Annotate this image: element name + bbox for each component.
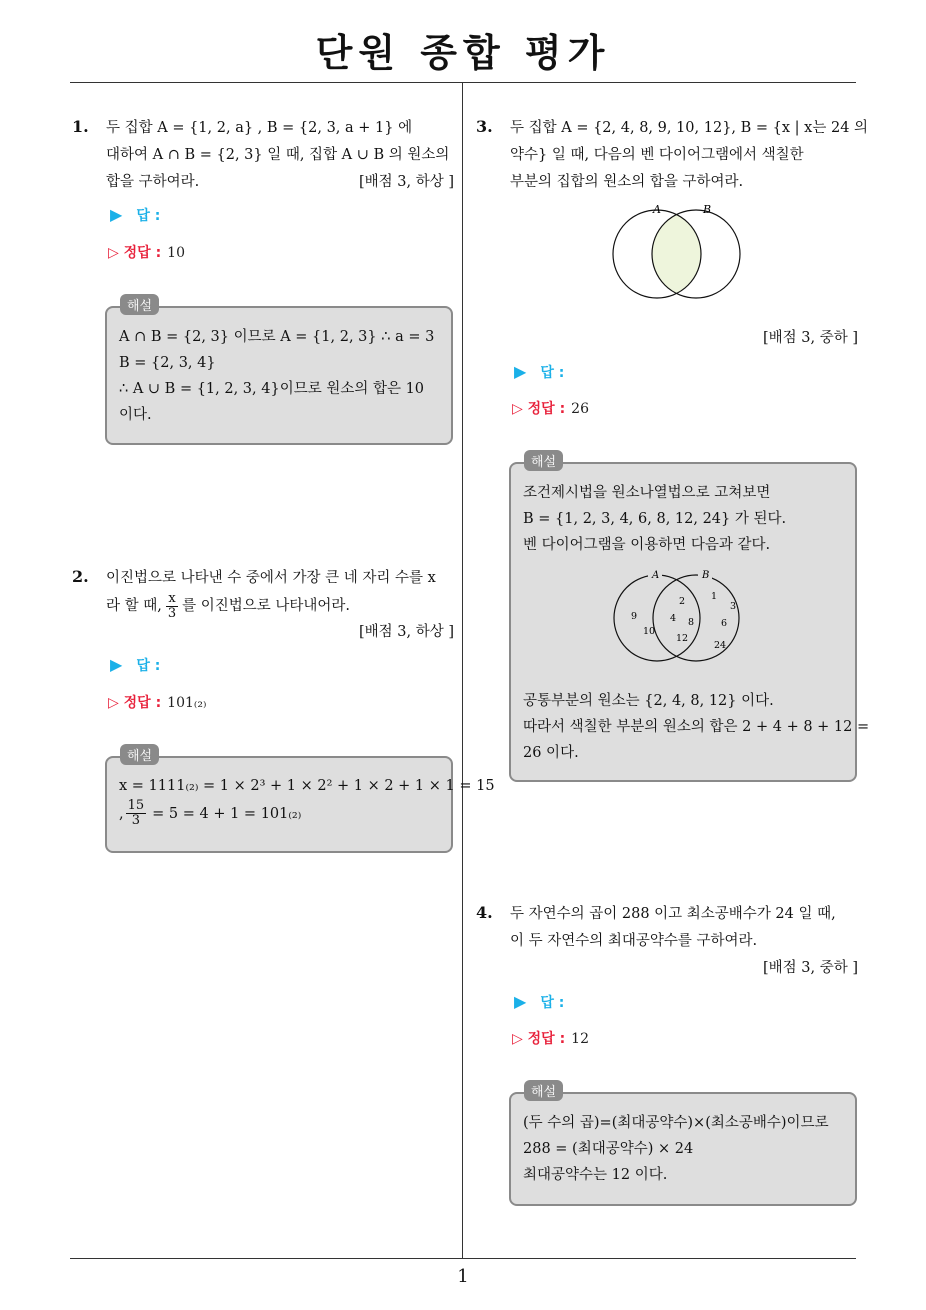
explanation-line: ∴ A ∪ B = {1, 2, 3, 4}이므로 원소의 합은 10 — [119, 381, 425, 397]
answer-label: 답 : — [136, 658, 161, 674]
explanation-text — [119, 324, 434, 428]
venn-label-a: A — [652, 570, 660, 581]
problem-text — [106, 565, 436, 621]
explanation-line: 288 = (최대공약수) × 24 — [523, 1141, 694, 1157]
problem-line: 약수} 일 때, 다음의 벤 다이어그램에서 색칠한 — [510, 147, 804, 163]
correct-value: 12 — [571, 1031, 589, 1047]
correct-value: 101₍₂₎ — [167, 695, 207, 711]
explanation-line: B = {1, 2, 3, 4, 6, 8, 12, 24} 가 된다. — [523, 511, 787, 527]
explanation-text-bottom — [523, 688, 869, 766]
venn-label-a: A — [653, 203, 661, 216]
correct-label: 정답 : — [527, 1031, 566, 1047]
play-triangle-icon: ▶ — [514, 992, 527, 1011]
problem-line: 이진법으로 나타낸 수 중에서 가장 큰 네 자리 수를 x — [106, 570, 436, 586]
answer-label: 답 : — [136, 208, 161, 224]
venn-element: 9 — [631, 611, 638, 622]
column-divider — [462, 83, 463, 1258]
correct-label: 정답 : — [123, 695, 162, 711]
venn-element: 10 — [643, 626, 656, 637]
top-rule — [70, 82, 856, 83]
problem-line: 두 집합 A = {2, 4, 8, 9, 10, 12}, B = {x | x는 24 의 — [510, 120, 869, 136]
explanation-line: (두 수의 곱)=(최대공약수)×(최소공배수)이므로 — [523, 1115, 829, 1131]
explanation-line: 공통부분의 원소는 {2, 4, 8, 12} 이다. — [523, 693, 774, 709]
problem-text — [510, 115, 868, 196]
score-label: [배점 3, 하상 ] — [358, 174, 454, 190]
explanation-tag: 해설 — [120, 294, 159, 315]
score-label: [배점 3, 중하 ] — [762, 330, 858, 346]
problem-line: 합을 구하여라. — [106, 174, 200, 190]
correct-answer — [108, 242, 185, 262]
outline-triangle-icon: ▷ — [512, 1031, 528, 1047]
answer-row[interactable] — [514, 992, 564, 1012]
problem-line: 를 이진법으로 나타내어라. — [182, 598, 351, 614]
correct-value: 26 — [571, 401, 589, 417]
correct-answer — [512, 1028, 589, 1048]
answer-row[interactable] — [514, 362, 564, 382]
outline-triangle-icon: ▷ — [512, 401, 528, 417]
play-triangle-icon: ▶ — [110, 205, 123, 224]
explanation-tag: 해설 — [120, 744, 159, 765]
venn-label-b: B — [702, 570, 710, 581]
problem-number: 1. — [72, 117, 89, 136]
venn-element: 8 — [688, 617, 695, 628]
problem-line: 두 자연수의 곱이 288 이고 최소공배수가 24 일 때, — [510, 906, 836, 922]
answer-label: 답 : — [540, 365, 565, 381]
venn-element: 1 — [711, 591, 718, 602]
venn-element: 4 — [670, 613, 677, 624]
venn-element: 2 — [679, 596, 686, 607]
explanation-line: B = {2, 3, 4} — [119, 355, 216, 371]
explanation-line: = 5 = 4 + 1 = 101₍₂₎ — [152, 805, 302, 822]
fraction: $\frac{15}{3}$ — [127, 798, 145, 828]
outline-triangle-icon: ▷ — [108, 245, 124, 261]
venn-diagram-solution — [600, 562, 770, 672]
play-triangle-icon: ▶ — [514, 362, 527, 381]
explanation-line: x = 1111₍₂₎ = 1 × 2³ + 1 × 2² + 1 × 2 + 1 × 1 = 15 — [119, 778, 495, 794]
explanation-line: 최대공약수는 12 이다. — [523, 1167, 668, 1183]
problem-line: 두 집합 A = {1, 2, a} , B = {2, 3, a + 1} 에 — [106, 120, 413, 136]
bottom-rule — [70, 1258, 856, 1259]
play-triangle-icon: ▶ — [110, 655, 123, 674]
explanation-line: 벤 다이어그램을 이용하면 다음과 같다. — [523, 537, 771, 553]
problem-line: 라 할 때, — [106, 598, 162, 614]
problem-line: 부분의 집합의 원소의 합을 구하여라. — [510, 174, 744, 190]
venn-element: 6 — [721, 618, 728, 629]
explanation-line: 따라서 색칠한 부분의 원소의 합은 2 + 4 + 8 + 12 = — [523, 719, 870, 735]
answer-row[interactable] — [110, 655, 160, 675]
problem-text — [510, 901, 836, 955]
correct-answer — [108, 692, 206, 712]
answer-label: 답 : — [540, 995, 565, 1011]
explanation-line: 조건제시법을 원소나열법으로 고쳐보면 — [523, 485, 771, 501]
venn-element: 3 — [730, 601, 737, 612]
correct-value: 10 — [167, 245, 185, 261]
score-label: [배점 3, 중하 ] — [762, 960, 858, 976]
venn-label-b: B — [703, 203, 712, 216]
page-title: 단원 종합 평가 — [315, 31, 611, 75]
answer-row[interactable] — [110, 205, 160, 225]
explanation-text: x = 1111₍₂₎ = 1 × 2³ + 1 × 2² + 1 × 2 + 1 × 1 = 15 , $\frac{15}{3}$ = 5 = 4 + 1 = 101₍₂₎ — [119, 773, 495, 828]
venn-diagram — [600, 196, 770, 306]
problem-number: 4. — [476, 903, 493, 922]
explanation-tag: 해설 — [524, 1080, 563, 1101]
explanation-text-top — [523, 480, 786, 558]
venn-element: 24 — [714, 640, 727, 651]
problem-number: 2. — [72, 567, 89, 586]
fraction: $\frac{x}{3}$ — [167, 591, 177, 621]
page-number: 1 — [457, 1266, 469, 1287]
score-label: [배점 3, 하상 ] — [358, 624, 454, 640]
explanation-line: 이다. — [119, 407, 152, 423]
problem-line: 대하여 A ∩ B = {2, 3} 일 때, 집합 A ∪ B 의 원소의 — [106, 147, 450, 163]
problem-line: 이 두 자연수의 최대공약수를 구하여라. — [510, 933, 758, 949]
correct-answer — [512, 398, 589, 418]
correct-label: 정답 : — [527, 401, 566, 417]
explanation-tag: 해설 — [524, 450, 563, 471]
explanation-text — [523, 1110, 829, 1188]
correct-label: 정답 : — [123, 245, 162, 261]
explanation-line: A ∩ B = {2, 3} 이므로 A = {1, 2, 3} ∴ a = 3 — [119, 329, 435, 345]
problem-number: 3. — [476, 117, 493, 136]
explanation-line: 26 이다. — [523, 745, 579, 761]
outline-triangle-icon: ▷ — [108, 695, 124, 711]
venn-element: 12 — [676, 633, 689, 644]
